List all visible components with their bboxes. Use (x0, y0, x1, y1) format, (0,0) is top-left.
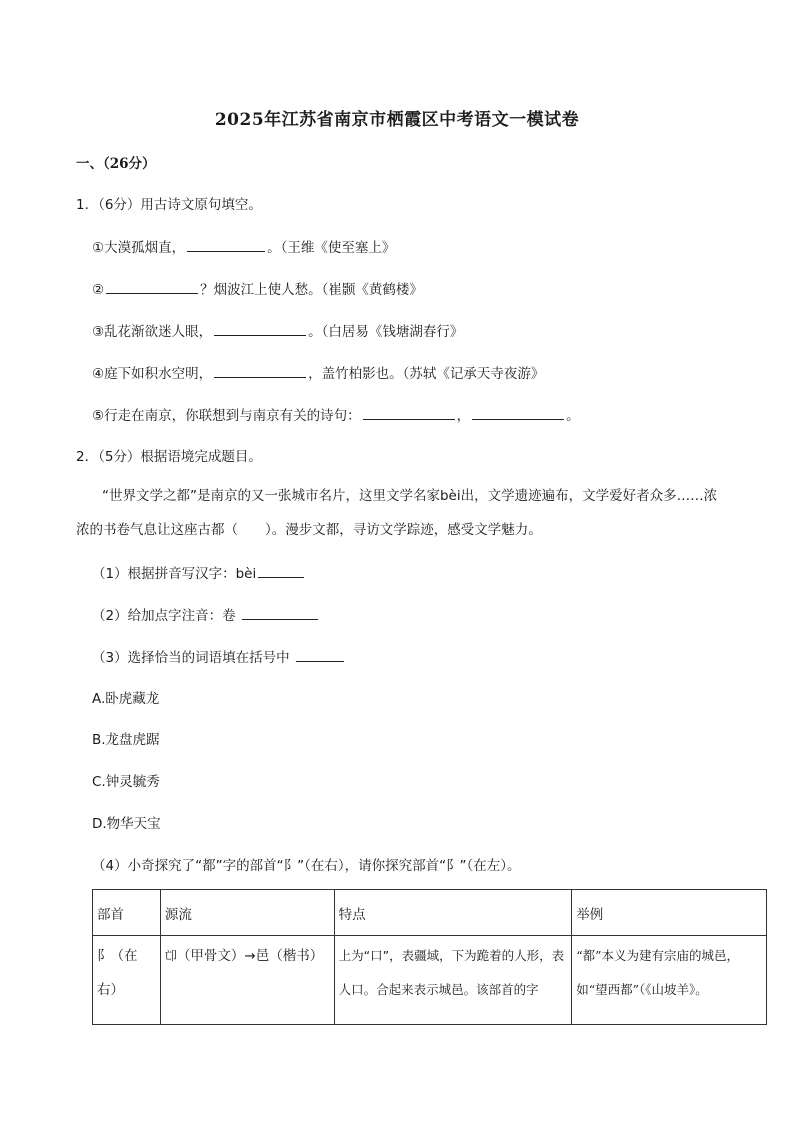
cell-origin (160, 936, 334, 1025)
header-radical: 部首 (93, 890, 161, 936)
q1-item-2-text: ② (92, 282, 105, 298)
q2-sub-2 (92, 606, 320, 625)
table-row (93, 936, 767, 1025)
q1-item-2 (92, 280, 423, 299)
q1-item-5 (92, 406, 580, 425)
q1-item-4-source: ，盖竹柏影也。（苏轼《记承天寺夜游》 (308, 366, 545, 382)
answer-blank[interactable] (214, 364, 306, 378)
option-c[interactable]: C.钟灵毓秀 (92, 774, 160, 790)
q1-item-5-comma: ， (456, 408, 471, 424)
answer-blank[interactable] (242, 606, 318, 620)
q1-item-1-text: ①大漠孤烟直， (92, 240, 186, 256)
cell-example: “都”本义为建有宗庙的城邑，如“望西都”（《山坡羊》。 (572, 936, 767, 1025)
q1-item-3-source: 。（白居易《钱塘湖春行》 (308, 324, 464, 340)
answer-blank[interactable] (106, 280, 198, 294)
q1-item-3-text: ③乱花渐欲迷人眼， (92, 324, 213, 340)
section-heading: 一、（26分） (76, 156, 156, 172)
question-1-stem: 1．（6分）用古诗文原句填空。 (76, 197, 262, 213)
cell-origin-text: （甲骨文）→邑（楷书） (176, 948, 324, 964)
q1-item-5-end: 。 (566, 408, 580, 424)
answer-blank[interactable] (363, 406, 455, 420)
answer-blank[interactable] (214, 322, 306, 336)
q2-sub-4: （4）小奇探究了“都”字的部首“阝”（在右），请你探究部首“阝”（在左）。 (92, 858, 521, 874)
header-feature: 特点 (334, 890, 572, 936)
option-b[interactable]: B.龙盘虎踞 (92, 732, 160, 748)
header-example: 举例 (572, 890, 767, 936)
question-2-stem: 2．（5分）根据语境完成题目。 (76, 449, 262, 465)
q1-item-4-text: ④庭下如积水空明， (92, 366, 213, 382)
option-a[interactable]: A.卧虎藏龙 (92, 691, 160, 707)
exam-title: 2025年江苏省南京市栖霞区中考语文一模试卷 (214, 110, 580, 130)
q1-item-5-text: ⑤行走在南京，你联想到与南京有关的诗句： (92, 408, 361, 424)
answer-blank[interactable] (296, 648, 344, 662)
radical-table (92, 889, 767, 1025)
answer-blank[interactable] (258, 564, 304, 578)
q1-item-2-source: ？烟波江上使人愁。（崔颢《黄鹤楼》 (200, 282, 423, 298)
q1-item-3 (92, 322, 463, 341)
q2-sub-3 (92, 648, 346, 667)
q2-sub-1-text: （1）根据拼音写汉字：bèi (92, 566, 257, 582)
header-origin: 源流 (160, 890, 334, 936)
answer-blank[interactable] (187, 238, 265, 252)
option-d[interactable]: D.物华天宝 (92, 816, 161, 832)
table-header-row (93, 890, 767, 936)
q2-passage: “世界文学之都”是南京的又一张城市名片，这里文学名家bèi出，文学遗迹遍布，文学爱好者众多……浓浓的书卷气息让这座古都（ ）。漫步文都，寻访文学踪迹，感受文学魅力。 (76, 488, 718, 538)
cell-radical: 阝（在右） (93, 936, 161, 1025)
q1-item-4 (92, 364, 544, 383)
q2-sub-2-text: （2）给加点字注音：卷 (92, 608, 236, 624)
answer-blank[interactable] (472, 406, 564, 420)
q2-sub-3-text: （3）选择恰当的词语填在括号中 (92, 650, 290, 666)
cell-feature: 上为“口”，表疆域，下为跪着的人形，表人口。合起来表示城邑。该部首的字 (334, 936, 572, 1025)
q1-item-1 (92, 238, 395, 257)
q1-item-1-source: 。（王维《使至塞上》 (267, 240, 396, 256)
q2-sub-1 (92, 564, 306, 583)
oracle-bone-glyph: 𠨑 (164, 949, 177, 963)
